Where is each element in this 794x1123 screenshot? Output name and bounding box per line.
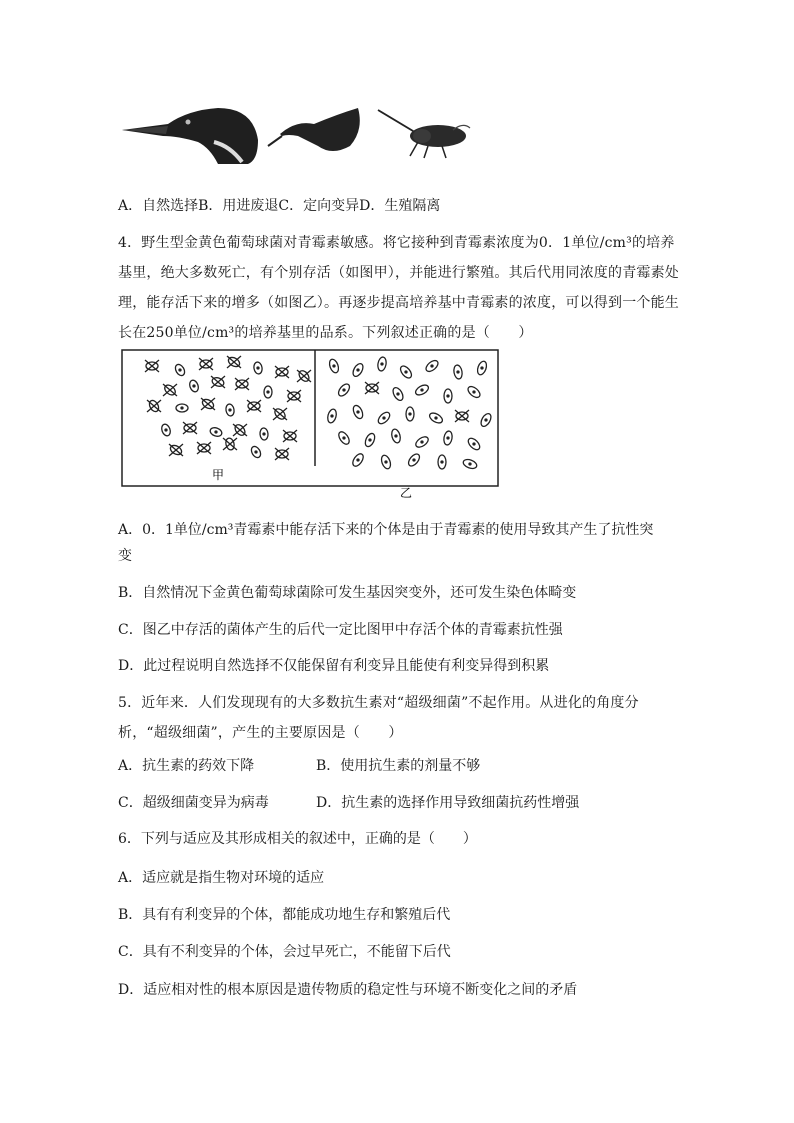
panel-jia-cells bbox=[145, 356, 311, 460]
hummingbird-illustration bbox=[268, 108, 360, 151]
q6-option-b: B．具有有利变异的个体，都能成功地生存和繁殖后代 bbox=[118, 907, 451, 923]
q4-option-a-line1: A．0．1单位/cm³青霉素中能存活下来的个体是由于青霉素的使用导致其产生了抗性突 bbox=[118, 522, 654, 538]
q5-options-row2 bbox=[118, 794, 579, 812]
q3-options: A．自然选择B．用进废退C．定向变异D．生殖隔离 bbox=[118, 198, 441, 214]
figure-label-yi: 乙 bbox=[399, 486, 413, 500]
q4-stem: 4．野生型金黄色葡萄球菌对青霉素敏感。将它接种到青霉素浓度为0．1单位/cm³的培养基里，绝大多数死亡，有个别存活（如图甲），并能进行繁殖。其后代用同浓度的青霉素处理，能存活下来的增多（如图乙）。再逐步提高培养基中青霉素的浓度，可以得到一个能生长在250单位/cm³的培养基里的品系。下列叙述正确的是（ ） bbox=[118, 235, 679, 341]
panel-yi-cells bbox=[326, 356, 493, 470]
q6-stem: 6．下列与适应及其形成相关的叙述中，正确的是（ ） bbox=[118, 831, 477, 847]
q4-option-a-line2: 变 bbox=[118, 548, 132, 564]
q5-options-row1 bbox=[118, 757, 480, 775]
q4-bacteria-figure bbox=[118, 346, 503, 501]
q4-option-c: C．图乙中存活的菌体产生的后代一定比图甲中存活个体的青霉素抗性强 bbox=[118, 622, 563, 638]
figure-label-jia: 甲 bbox=[211, 468, 225, 482]
q4-option-b: B．自然情况下金黄色葡萄球菌除可发生基因突变外，还可发生染色体畸变 bbox=[118, 585, 577, 601]
q5-option-a: A．抗生素的药效下降 bbox=[118, 758, 255, 774]
q5-option-c: C．超级细菌变异为病毒 bbox=[118, 795, 269, 811]
bird-head-illustration bbox=[122, 108, 258, 164]
q6-option-d: D．适应相对性的根本原因是遗传物质的稳定性与环境不断变化之间的矛盾 bbox=[118, 982, 578, 998]
q5-option-d: D．抗生素的选择作用导致细菌抗药性增强 bbox=[316, 795, 580, 811]
insect-illustration bbox=[378, 110, 470, 158]
specimen-illustrations bbox=[118, 100, 478, 170]
q5-stem: 5．近年来．人们发现现有的大多数抗生素对“超级细菌”不起作用。从进化的角度分析，“超级细菌”，产生的主要原因是（ ） bbox=[118, 695, 639, 741]
q4-option-d: D．此过程说明自然选择不仅能保留有利变异且能使有利变异得到积累 bbox=[118, 658, 550, 674]
q6-option-c: C．具有不利变异的个体，会过早死亡，不能留下后代 bbox=[118, 944, 451, 960]
q6-option-a: A．适应就是指生物对环境的适应 bbox=[118, 870, 325, 886]
q5-option-b: B．使用抗生素的剂量不够 bbox=[316, 758, 481, 774]
